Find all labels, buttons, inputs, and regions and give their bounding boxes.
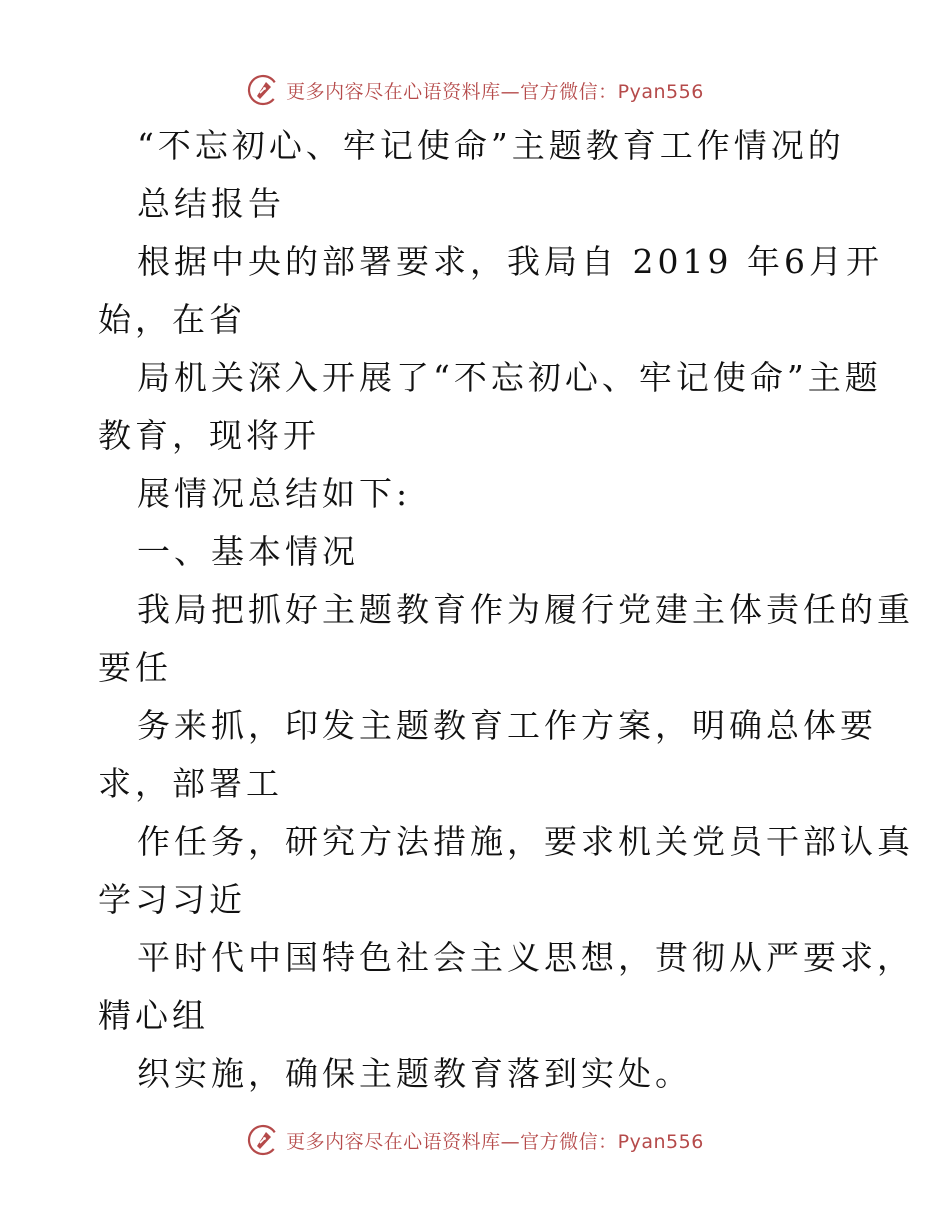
paragraph-line: 要任 [98,648,172,687]
paragraph-line: 我局把抓好主题教育作为履行党建主体责任的重 [137,590,914,629]
paragraph-line: 始，在省 [98,300,246,339]
paragraph-line: 求，部署工 [98,764,283,803]
pen-nib-logo-icon [246,73,280,107]
header-watermark [0,70,950,110]
header-watermark-text: 更多内容尽在心语资料库—官方微信：Pyan556 [286,80,704,103]
section-heading: 一、基本情况 [137,532,359,571]
document-title-continued: 总结报告 [137,184,285,223]
paragraph-line: 平时代中国特色社会主义思想，贯彻从严要求， [137,938,914,977]
paragraph-line: 局机关深入开展了“不忘初心、牢记使命”主题 [137,358,882,397]
paragraph-line: 展情况总结如下: [137,474,412,513]
document-body [0,117,950,1103]
paragraph-line: 学习习近 [98,880,246,919]
paragraph-line: 务来抓，印发主题教育工作方案，明确总体要 [137,706,877,745]
footer-watermark-text: 更多内容尽在心语资料库—官方微信：Pyan556 [286,1130,704,1153]
paragraph-line: 织实施，确保主题教育落到实处。 [137,1054,692,1093]
paragraph-line: 作任务，研究方法措施，要求机关党员干部认真 [137,822,914,861]
footer-watermark [0,1120,950,1160]
paragraph-line: 根据中央的部署要求，我局自 2019 年6月开 [137,242,883,281]
pen-nib-logo-icon [246,1123,280,1157]
paragraph-line: 教育，现将开 [98,416,320,455]
paragraph-line: 精心组 [98,996,209,1035]
document-title: “不忘初心、牢记使命”主题教育工作情况的 [137,126,845,165]
